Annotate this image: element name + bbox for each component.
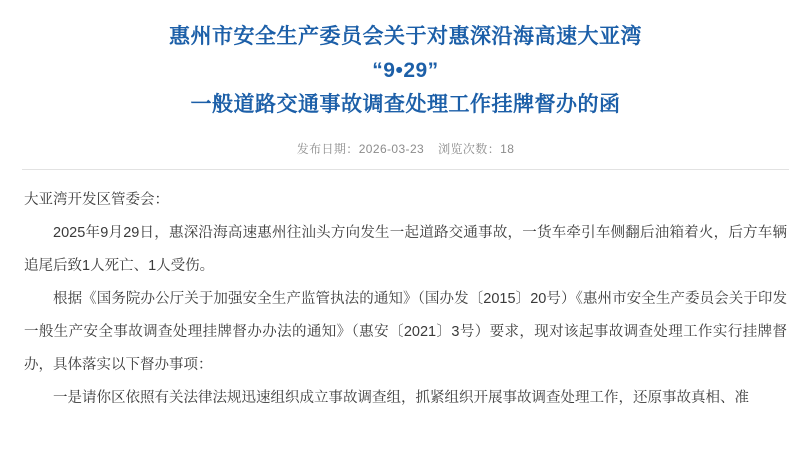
views-count: 18 bbox=[500, 142, 515, 156]
document-body bbox=[18, 184, 793, 415]
page-title-line-1: 惠州市安全生产委员会关于对惠深沿海高速大亚湾 bbox=[169, 25, 642, 48]
publish-date-label: 发布日期： bbox=[296, 142, 359, 156]
page-title-line-2: “9•29” bbox=[372, 59, 439, 82]
views-label: 浏览次数： bbox=[438, 142, 501, 156]
publish-date-value: 2026-03-23 bbox=[358, 142, 425, 156]
paragraph-incident: 2025年9月29日，惠深沿海高速惠州往汕头方向发生一起道路交通事故，一货车牵引车侧翻后油箱着火，后方车辆追尾后致1人死亡、1人受伤。 bbox=[24, 225, 787, 274]
header-divider bbox=[22, 169, 789, 170]
document-meta bbox=[18, 140, 793, 157]
page-title-line-3: 一般道路交通事故调查处理工作挂牌督办的函 bbox=[190, 93, 621, 116]
paragraph-item-one: 一是请你区依照有关法律法规迅速组织成立事故调查组，抓紧组织开展事故调查处理工作，还原事故真相、准 bbox=[53, 390, 749, 406]
paragraph-salutation: 大亚湾开发区管委会： bbox=[24, 192, 169, 208]
page-title bbox=[18, 14, 793, 122]
paragraph-basis: 根据《国务院办公厅关于加强安全生产监管执法的通知》（国办发〔2015〕20号）《惠州市安全生产委员会关于印发一般生产安全事故调查处理挂牌督办办法的通知》（惠安〔2021〕3号）要求，现对该起事故调查处理工作实行挂牌督办，具体落实以下督办事项： bbox=[24, 291, 787, 373]
